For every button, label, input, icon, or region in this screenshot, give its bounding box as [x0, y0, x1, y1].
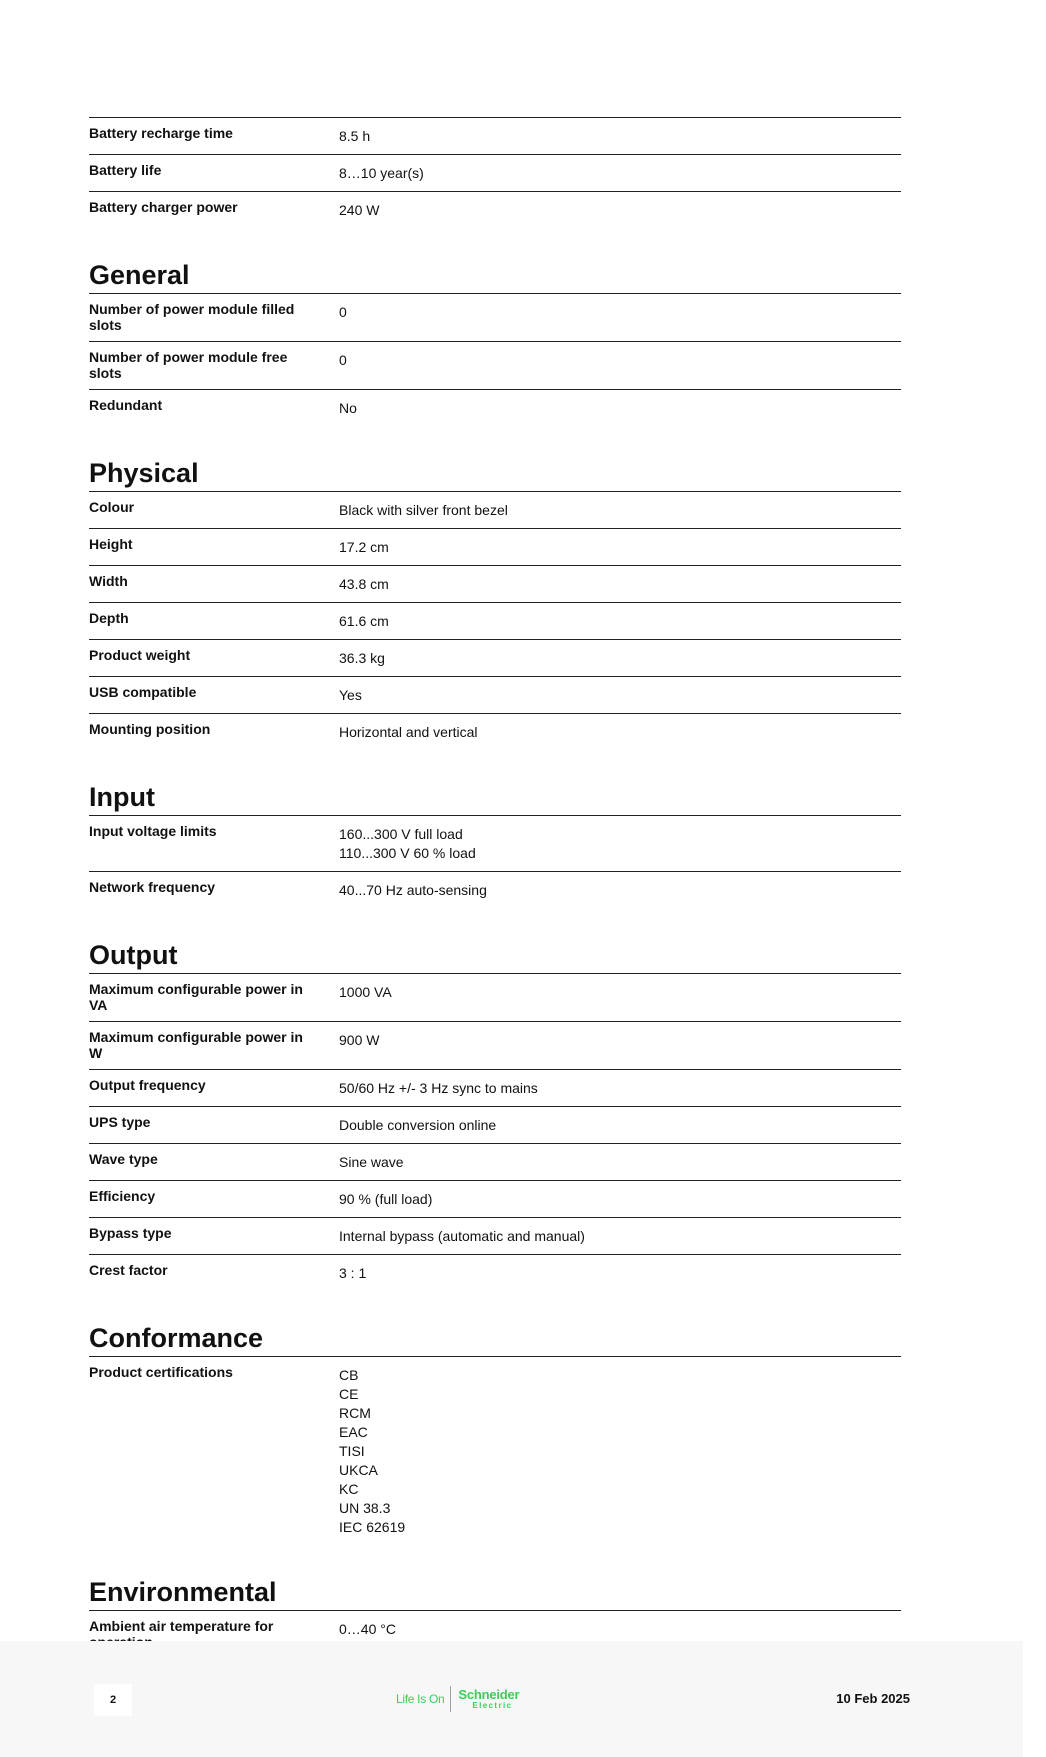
spec-label: Crest factor: [89, 1262, 168, 1278]
spec-value: 0: [339, 304, 347, 320]
spec-row: [89, 602, 901, 639]
logo-divider: [450, 1686, 451, 1712]
spec-value-line: UN 38.3: [339, 1500, 391, 1516]
logo-brand-sub: Electric: [472, 1701, 513, 1710]
spec-value: 61.6 cm: [339, 613, 389, 629]
section-conformance: [89, 1323, 901, 1545]
section-title: Input: [89, 782, 155, 812]
page-number: 2: [94, 1684, 132, 1716]
logo-brand-name: Schneider: [458, 1687, 520, 1702]
spec-value-line: RCM: [339, 1405, 371, 1421]
spec-value: 50/60 Hz +/- 3 Hz sync to mains: [339, 1080, 538, 1096]
spec-value: 8.5 h: [339, 128, 371, 144]
spec-value-line: EAC: [339, 1424, 368, 1440]
spec-label: Product weight: [89, 647, 191, 663]
spec-row: [89, 1143, 901, 1180]
section-title: Environmental: [89, 1577, 277, 1607]
spec-label: Colour: [89, 499, 135, 515]
spec-value: 1000 VA: [339, 984, 392, 1000]
spec-row: [89, 1180, 901, 1217]
spec-label: Mounting position: [89, 721, 211, 737]
logo-brand: [458, 1688, 519, 1710]
spec-label: Depth: [89, 610, 129, 626]
spec-row: [89, 1021, 901, 1069]
spec-row: [89, 713, 901, 750]
spec-label: Ambient air temperature for: [89, 1618, 274, 1634]
section-battery: [89, 117, 901, 228]
spec-label: Number of power module filled slots: [89, 301, 295, 333]
spec-value-line: TISI: [339, 1443, 365, 1459]
spec-value: 36.3 kg: [339, 650, 385, 666]
page-footer: [0, 1641, 1023, 1757]
spec-label: UPS type: [89, 1114, 151, 1130]
spec-value: Horizontal and vertical: [339, 724, 478, 740]
spec-value: 43.8 cm: [339, 576, 389, 592]
spec-label: Number of power module free slots: [89, 349, 288, 381]
section-physical: [89, 458, 901, 750]
spec-row: [89, 1069, 901, 1106]
spec-value: Sine wave: [339, 1154, 404, 1170]
spec-value-line: KC: [339, 1481, 359, 1497]
spec-value: No: [339, 400, 357, 416]
spec-row: [89, 389, 901, 426]
spec-label: Bypass type: [89, 1225, 172, 1241]
spec-label: Height: [89, 536, 133, 552]
spec-row: [89, 1217, 901, 1254]
spec-row: [89, 871, 901, 908]
spec-value: [339, 1364, 901, 1537]
spec-value: Black with silver front bezel: [339, 502, 508, 518]
section-input: [89, 782, 901, 908]
spec-value: 40...70 Hz auto-sensing: [339, 882, 487, 898]
spec-label: USB compatible: [89, 684, 197, 700]
spec-row: [89, 639, 901, 676]
spec-row: [89, 1254, 901, 1291]
spec-value-line: 160...300 V full load: [339, 826, 463, 842]
spec-value-line: 110...300 V 60 % load: [339, 845, 476, 861]
section-general: [89, 260, 901, 426]
spec-value: 0…40 °C: [339, 1621, 396, 1637]
datasheet-content: [89, 117, 901, 1658]
spec-value: 0: [339, 352, 347, 368]
spec-row: [89, 528, 901, 565]
spec-row: [89, 815, 901, 871]
spec-label: Battery recharge time: [89, 125, 233, 141]
spec-row: [89, 491, 901, 528]
section-title: General: [89, 260, 190, 290]
spec-value-line: UKCA: [339, 1462, 378, 1478]
spec-row: [89, 1356, 901, 1545]
spec-value: Yes: [339, 687, 362, 703]
spec-value: 17.2 cm: [339, 539, 389, 555]
logo-tagline: Life Is On: [396, 1692, 445, 1706]
spec-row: [89, 191, 901, 228]
section-title: Conformance: [89, 1323, 264, 1353]
spec-row: [89, 1106, 901, 1143]
spec-label: Input voltage limits: [89, 823, 217, 839]
spec-value: Double conversion online: [339, 1117, 497, 1133]
spec-row: [89, 565, 901, 602]
spec-label: Network frequency: [89, 879, 216, 895]
document-date: 10 Feb 2025: [836, 1691, 910, 1706]
spec-label: Battery life: [89, 162, 162, 178]
spec-label: Redundant: [89, 397, 163, 413]
spec-value: 3 : 1: [339, 1265, 367, 1281]
spec-value-line: CB: [339, 1367, 359, 1383]
spec-value: 240 W: [339, 202, 380, 218]
spec-value: Internal bypass (automatic and manual): [339, 1228, 585, 1244]
spec-row: [89, 973, 901, 1021]
section-output: [89, 940, 901, 1291]
spec-label: Battery charger power: [89, 199, 238, 215]
schneider-electric-logo: [396, 1684, 519, 1714]
spec-row: [89, 293, 901, 341]
spec-label: Efficiency: [89, 1188, 156, 1204]
spec-label: Product certifications: [89, 1364, 233, 1380]
spec-row: [89, 117, 901, 154]
spec-value: 900 W: [339, 1032, 380, 1048]
spec-value: 8…10 year(s): [339, 165, 424, 181]
spec-label: Maximum configurable power in VA: [89, 981, 303, 1013]
spec-label: Output frequency: [89, 1077, 206, 1093]
spec-row: [89, 676, 901, 713]
spec-label: Wave type: [89, 1151, 158, 1167]
spec-value-line: CE: [339, 1386, 359, 1402]
spec-label: Maximum configurable power in W: [89, 1029, 303, 1061]
section-title: Output: [89, 940, 178, 970]
spec-value-line: IEC 62619: [339, 1519, 406, 1535]
spec-row: [89, 154, 901, 191]
spec-row: [89, 341, 901, 389]
section-title: Physical: [89, 458, 199, 488]
spec-value: [339, 823, 901, 863]
spec-value: 90 % (full load): [339, 1191, 433, 1207]
spec-label: Width: [89, 573, 128, 589]
